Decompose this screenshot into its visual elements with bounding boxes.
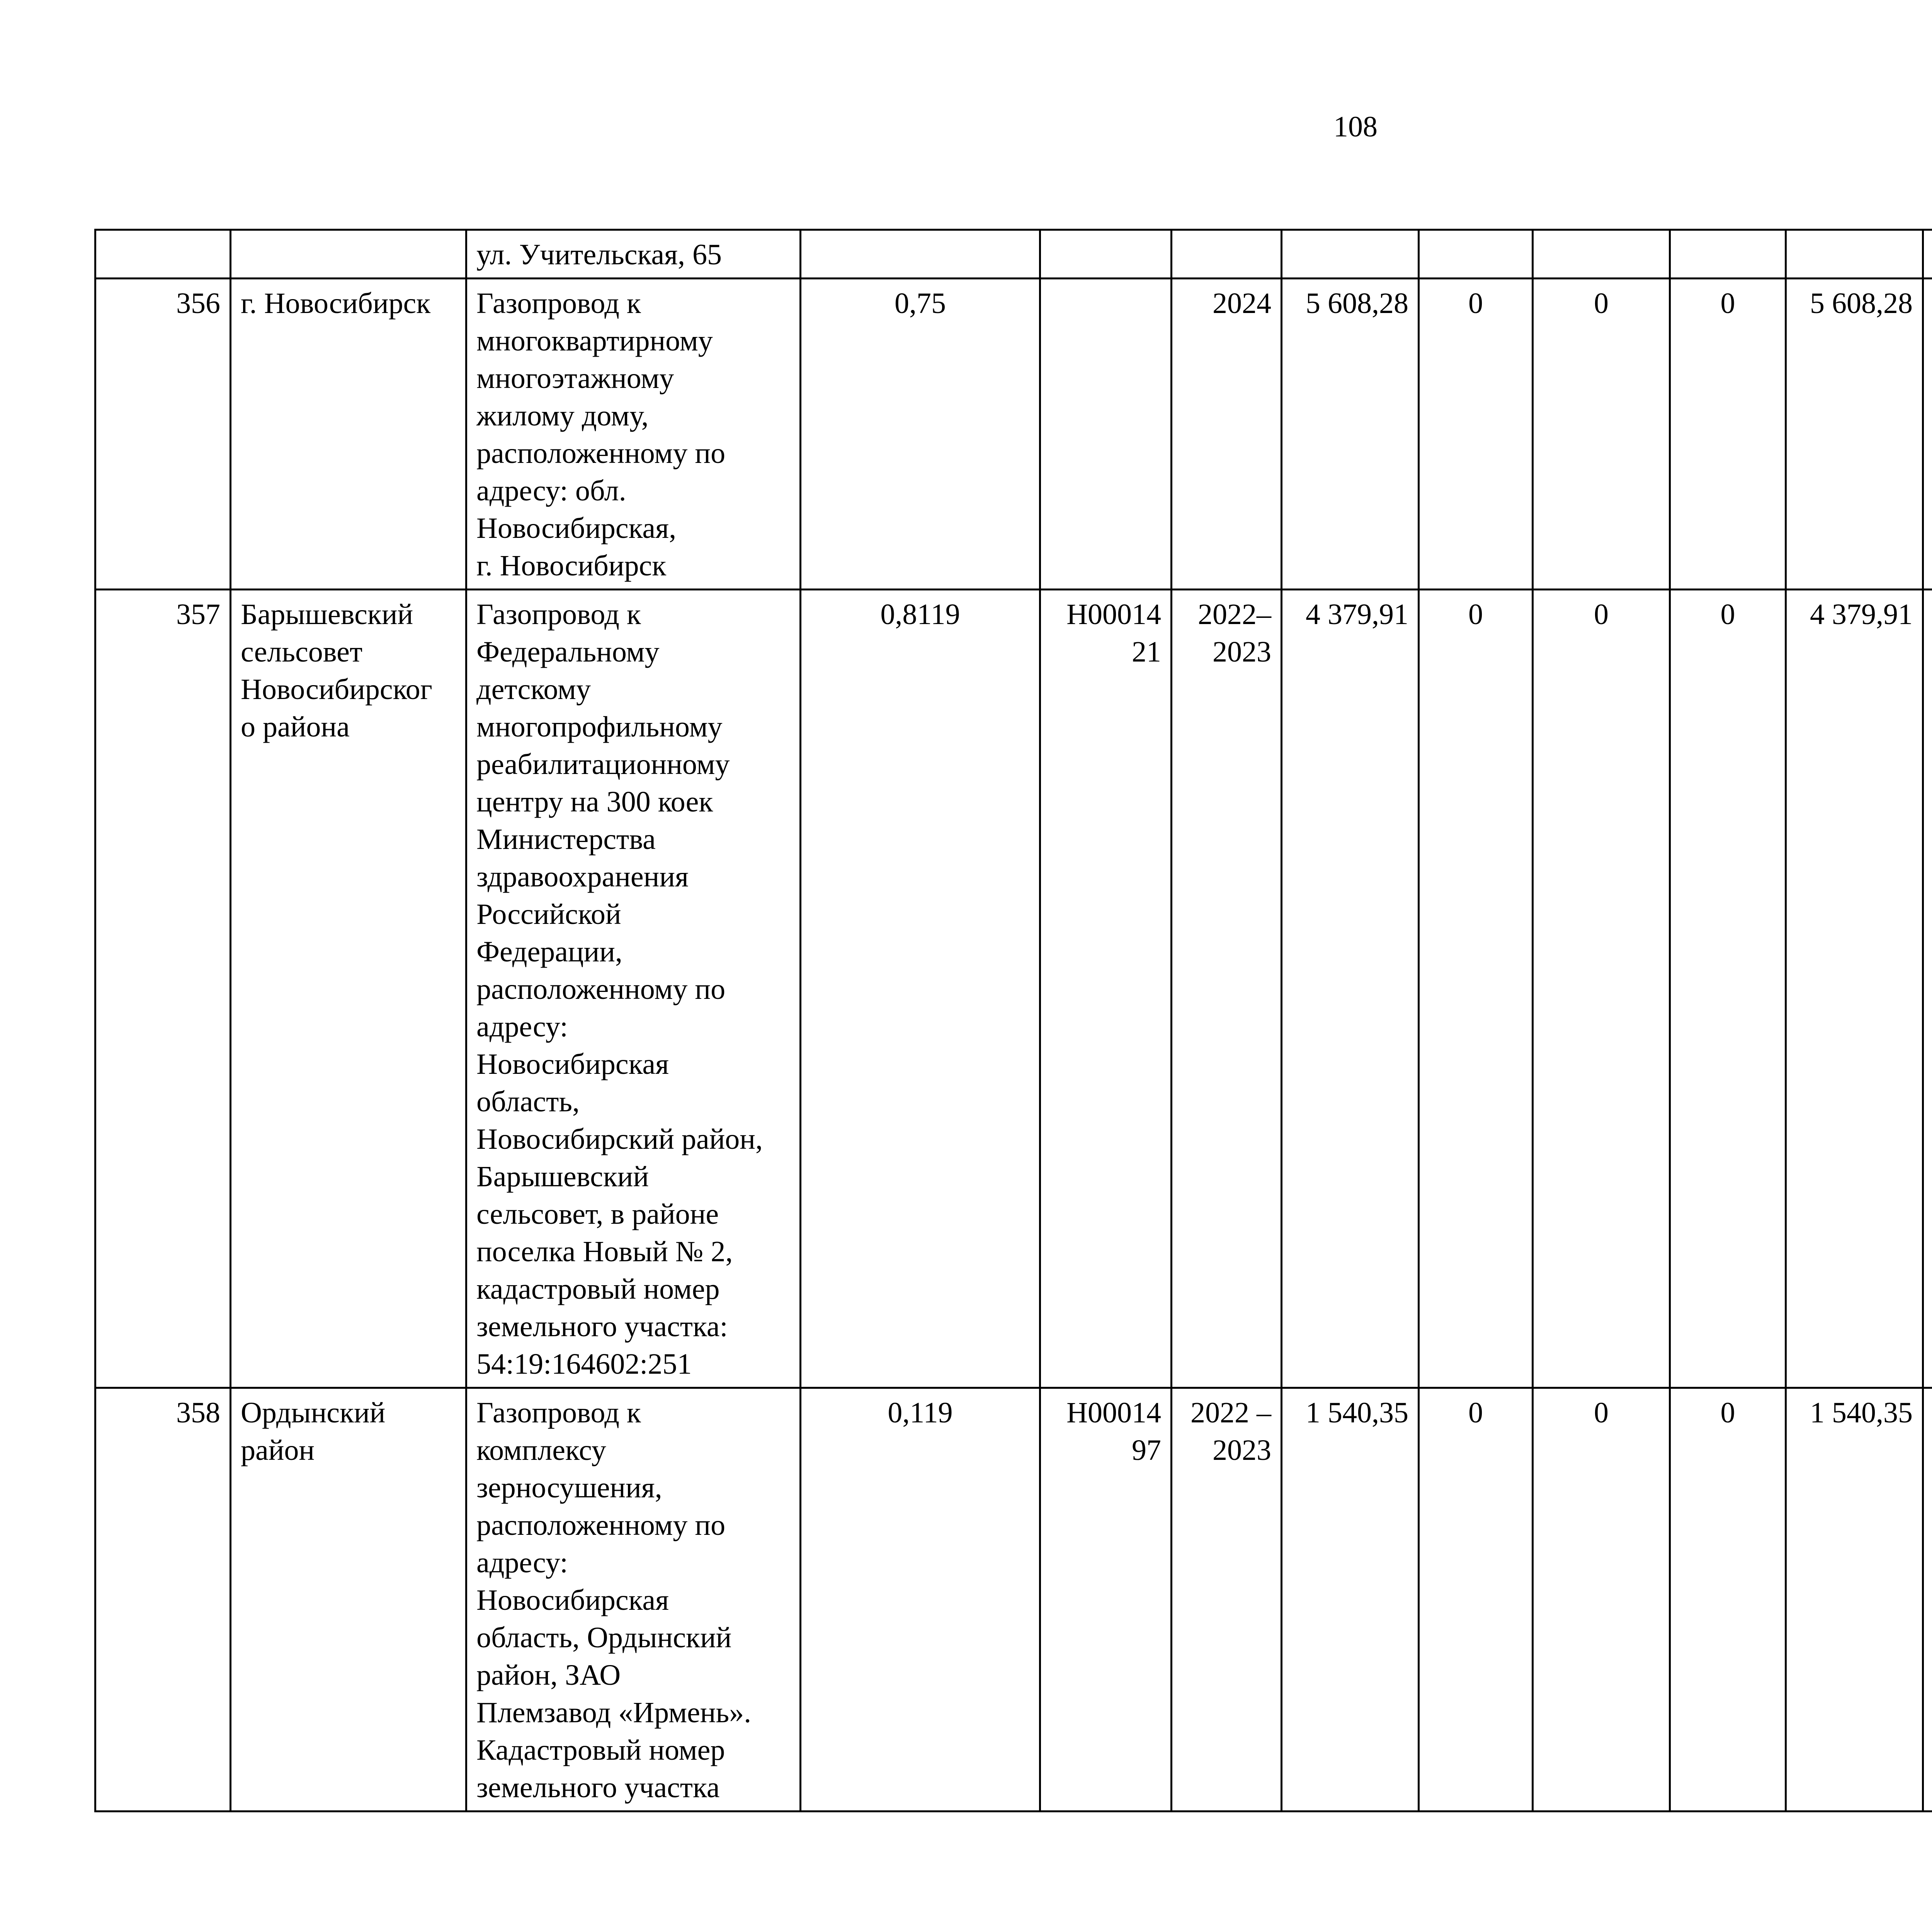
cell-code — [1040, 230, 1172, 279]
table-row — [95, 1388, 1932, 1812]
cell-owner — [1923, 230, 1932, 279]
cell-value-3: 0 — [1533, 279, 1670, 590]
cell-value-4: 0 — [1670, 590, 1786, 1388]
cell-value-2 — [1419, 230, 1533, 279]
table-body — [95, 230, 1932, 1812]
cell-locality: Ордынский район — [231, 1388, 466, 1812]
cell-years: 2022 – 2023 — [1172, 1388, 1282, 1812]
cell-length: 0,119 — [801, 1388, 1040, 1812]
cell-number: 357 — [95, 590, 231, 1388]
cell-value-3 — [1533, 230, 1670, 279]
table-row — [95, 230, 1932, 279]
cell-value-3: 0 — [1533, 1388, 1670, 1812]
table-row — [95, 279, 1932, 590]
cell-value-3: 0 — [1533, 590, 1670, 1388]
cell-locality — [231, 230, 466, 279]
cell-value-2: 0 — [1419, 279, 1533, 590]
cell-number — [95, 230, 231, 279]
cell-object: Газопровод к комплексу зерносушения, расположенному по адресу: Новосибирская область, Ордынский район, ЗАО Племзавод «Ирмень». Кадастровый номер земельного участка — [466, 1388, 801, 1812]
cell-code: Н00014 21 — [1040, 590, 1172, 1388]
cell-length: 0,8119 — [801, 590, 1040, 1388]
cell-total: 1 540,35 — [1282, 1388, 1419, 1812]
cell-value-5: 5 608,28 — [1786, 279, 1923, 590]
cell-number: 358 — [95, 1388, 231, 1812]
cell-total: 5 608,28 — [1282, 279, 1419, 590]
cell-value-5: 1 540,35 — [1786, 1388, 1923, 1812]
cell-total — [1282, 230, 1419, 279]
cell-value-5 — [1786, 230, 1923, 279]
cell-owner — [1923, 590, 1932, 1388]
cell-code — [1040, 279, 1172, 590]
page-number: 108 — [1333, 111, 1378, 143]
cell-locality: г. Новосибирск — [231, 279, 466, 590]
cell-value-2: 0 — [1419, 590, 1533, 1388]
cell-object: ул. Учительская, 65 — [466, 230, 801, 279]
cell-years: 2022– 2023 — [1172, 590, 1282, 1388]
cell-object: Газопровод к многоквартирному многоэтажному жилому дому, расположенному по адресу: обл. Новосибирская, г. Новосибирск — [466, 279, 801, 590]
cell-years: 2024 — [1172, 279, 1282, 590]
cell-value-4 — [1670, 230, 1786, 279]
cell-value-2: 0 — [1419, 1388, 1533, 1812]
cell-object: Газопровод к Федеральному детскому многопрофильному реабилитационному центру на 300 коек Министерства здравоохранения Российской Федерации, расположенному по адресу: Новосибирская область, Новосибирский район, Барышевский сельсовет, в районе поселка Новый № 2, кадастровый номер земельного участка: 54:19:164602:251 — [466, 590, 801, 1388]
cell-value-4: 0 — [1670, 1388, 1786, 1812]
cell-owner — [1923, 1388, 1932, 1812]
cell-value-5: 4 379,91 — [1786, 590, 1923, 1388]
cell-years — [1172, 230, 1282, 279]
cell-code: Н00014 97 — [1040, 1388, 1172, 1812]
cell-owner — [1923, 279, 1932, 590]
gas-pipeline-registry-table — [94, 229, 1932, 1812]
cell-length: 0,75 — [801, 279, 1040, 590]
cell-locality: Барышевский сельсовет Новосибирског о района — [231, 590, 466, 1388]
table-row — [95, 590, 1932, 1388]
cell-value-4: 0 — [1670, 279, 1786, 590]
cell-length — [801, 230, 1040, 279]
cell-number: 356 — [95, 279, 231, 590]
cell-total: 4 379,91 — [1282, 590, 1419, 1388]
